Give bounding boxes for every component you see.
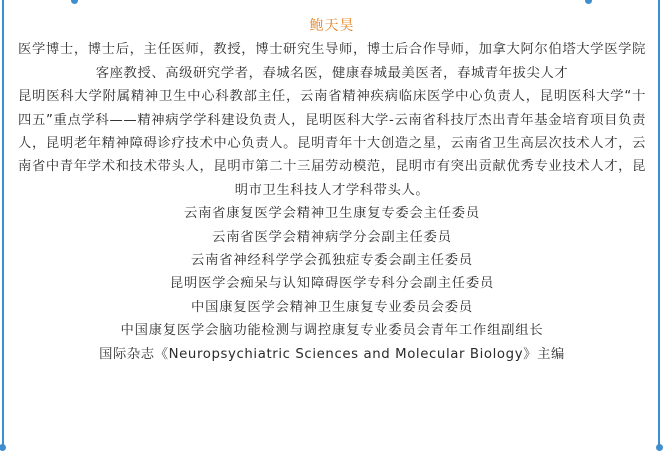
position-line: 中国康复医学会脑功能检测与调控康复专业委员会青年工作组副组长 [120,323,544,339]
position-line: 云南省康复医学会精神卫生康复专委会主任委员 [183,206,481,222]
journal-editor-line: 国际杂志《Neuropsychiatric Sciences and Molecular Biology》主编 [99,346,565,362]
position-line: 中国康复医学会精神卫生康复专业委员会委员 [191,299,473,315]
intro-paragraph: 医学博士，博士后，主任医师，教授，博士研究生导师，博士后合作导师，加拿大阿尔伯塔大学医学院客座教授、高级研究学者，春城名医，健康春城最美医者，春城青年拔尖人才 [18,42,646,81]
profile-card [2,0,660,448]
position-line: 云南省医学会精神病学分会副主任委员 [212,229,452,245]
corner-dot [0,444,6,451]
position-line: 昆明医学会痴呆与认知障碍医学专科分会副主任委员 [169,276,495,292]
corner-dot [585,0,592,4]
profile-content [18,15,646,366]
corner-dot [656,444,663,451]
roles-paragraph: 昆明医科大学附属精神卫生中心科教部主任，云南省精神疾病临床医学中心负责人，昆明医科大学“十四五”重点学科——精神病学学科建设负责人，昆明医科大学-云南省科技厅杰出青年基金培育项目负责人，昆明老年精神障碍诊疗技术中心负责人。昆明青年十大创造之星，云南省卫生高层次技术人才，云南省中青年学术和技术带头人，昆明市第二十三届劳动模范，昆明市有突出贡献优秀专业技术人才，昆明市卫生科技人才学科带头人。 [18,89,646,198]
corner-dot [71,0,78,4]
expert-name: 鲍天昊 [309,18,355,34]
position-line: 云南省神经科学学会孤独症专委会副主任委员 [191,253,473,269]
